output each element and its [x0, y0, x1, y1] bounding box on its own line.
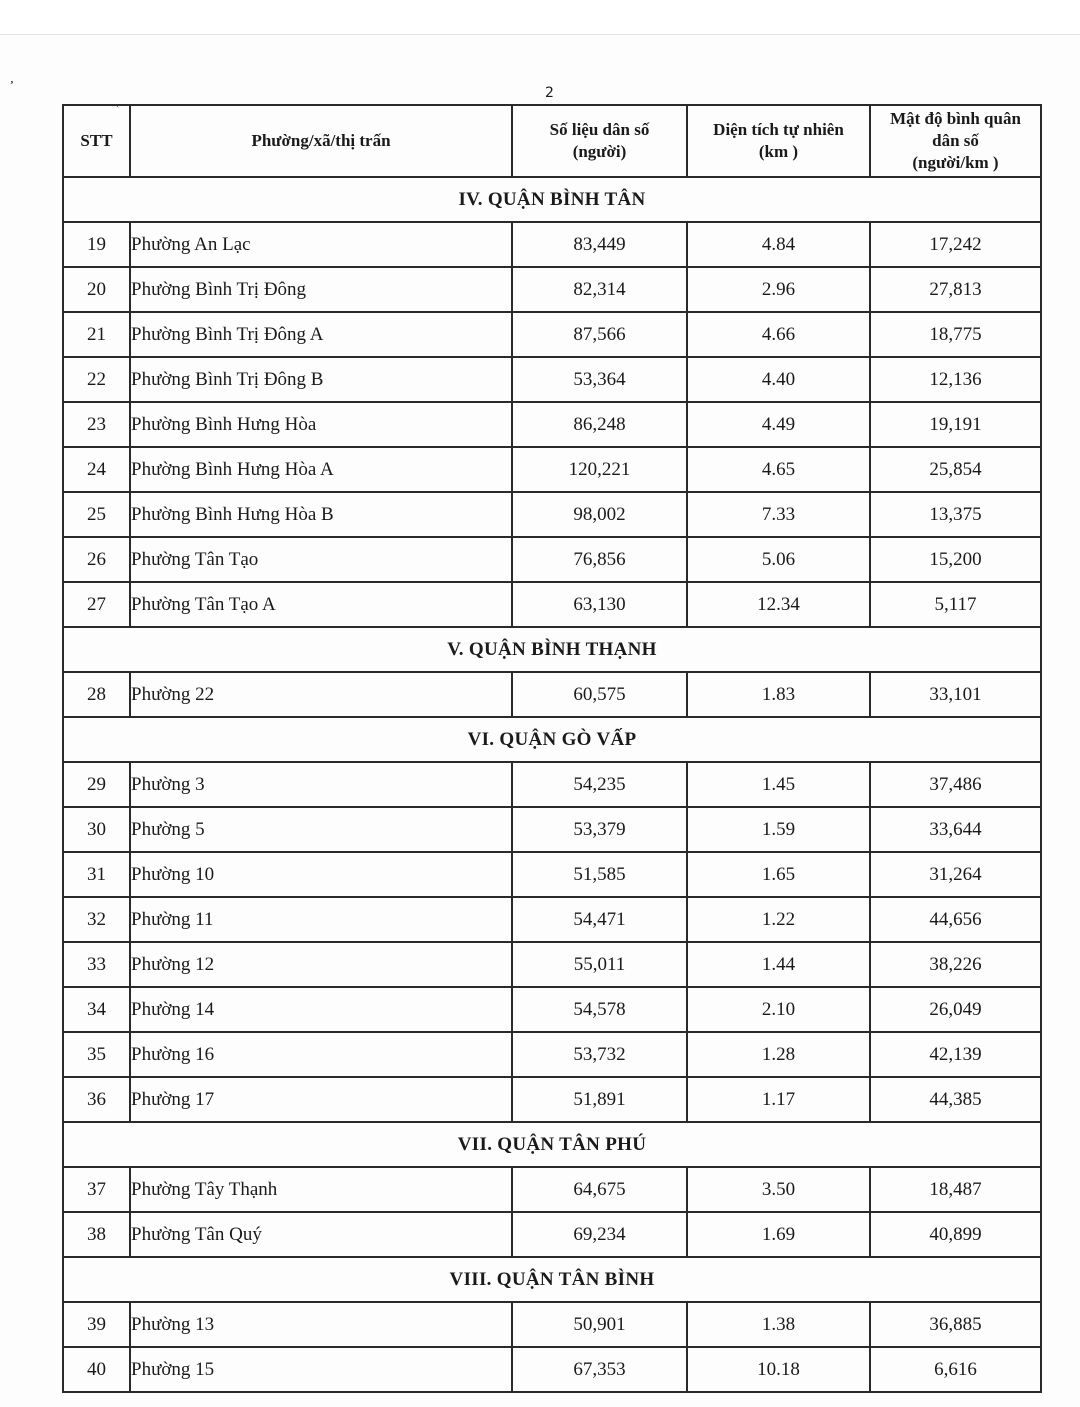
row-area: 2.96 [687, 267, 870, 312]
table-row [63, 1302, 1041, 1347]
row-density: 25,854 [870, 447, 1041, 492]
row-density: 40,899 [870, 1212, 1041, 1257]
row-area: 7.33 [687, 492, 870, 537]
row-ward-name: Phường 12 [130, 942, 512, 987]
row-density: 13,375 [870, 492, 1041, 537]
row-area: 10.18 [687, 1347, 870, 1392]
header-population: Số liệu dân số (người) [512, 105, 687, 177]
table-row [63, 312, 1041, 357]
viewer-top-bar [0, 0, 1080, 35]
row-area: 3.50 [687, 1167, 870, 1212]
district-title: VII. QUẬN TÂN PHÚ [63, 1122, 1041, 1167]
row-population: 64,675 [512, 1167, 687, 1212]
row-ward-name: Phường 10 [130, 852, 512, 897]
table-row [63, 447, 1041, 492]
table-row [63, 492, 1041, 537]
table-row [63, 807, 1041, 852]
row-population: 63,130 [512, 582, 687, 627]
district-section-row [63, 627, 1041, 672]
row-density: 19,191 [870, 402, 1041, 447]
row-ward-name: Phường Tân Tạo A [130, 582, 512, 627]
table-body [63, 177, 1041, 1392]
district-section-row [63, 717, 1041, 762]
row-stt: 33 [63, 942, 130, 987]
row-population: 51,585 [512, 852, 687, 897]
table-row [63, 582, 1041, 627]
table-row [63, 267, 1041, 312]
row-density: 18,775 [870, 312, 1041, 357]
row-ward-name: Phường Tân Tạo [130, 537, 512, 582]
district-section-row [63, 1122, 1041, 1167]
row-area: 1.59 [687, 807, 870, 852]
row-density: 36,885 [870, 1302, 1041, 1347]
header-ward-name: Phường/xã/thị trấn [130, 105, 512, 177]
row-density: 5,117 [870, 582, 1041, 627]
table-row [63, 1167, 1041, 1212]
row-stt: 38 [63, 1212, 130, 1257]
district-title: V. QUẬN BÌNH THẠNH [63, 627, 1041, 672]
row-stt: 23 [63, 402, 130, 447]
table-row [63, 762, 1041, 807]
row-density: 42,139 [870, 1032, 1041, 1077]
table-row [63, 852, 1041, 897]
table-row [63, 1032, 1041, 1077]
row-density: 44,656 [870, 897, 1041, 942]
row-area: 4.66 [687, 312, 870, 357]
row-stt: 28 [63, 672, 130, 717]
row-population: 53,379 [512, 807, 687, 852]
district-title: VI. QUẬN GÒ VẤP [63, 717, 1041, 762]
row-stt: 25 [63, 492, 130, 537]
row-ward-name: Phường 11 [130, 897, 512, 942]
row-area: 4.40 [687, 357, 870, 402]
row-stt: 22 [63, 357, 130, 402]
row-population: 120,221 [512, 447, 687, 492]
row-stt: 30 [63, 807, 130, 852]
row-population: 98,002 [512, 492, 687, 537]
district-section-row [63, 1257, 1041, 1302]
population-density-table [62, 104, 1042, 1393]
row-density: 6,616 [870, 1347, 1041, 1392]
row-stt: 35 [63, 1032, 130, 1077]
table-row [63, 357, 1041, 402]
header-area: Diện tích tự nhiên (km ) [687, 105, 870, 177]
row-stt: 21 [63, 312, 130, 357]
row-stt: 27 [63, 582, 130, 627]
row-density: 44,385 [870, 1077, 1041, 1122]
row-area: 2.10 [687, 987, 870, 1032]
row-area: 12.34 [687, 582, 870, 627]
row-population: 54,471 [512, 897, 687, 942]
row-area: 1.28 [687, 1032, 870, 1077]
scan-artifact-mark: ˎ [116, 97, 120, 108]
row-stt: 26 [63, 537, 130, 582]
row-population: 67,353 [512, 1347, 687, 1392]
table-row [63, 942, 1041, 987]
row-population: 51,891 [512, 1077, 687, 1122]
row-population: 60,575 [512, 672, 687, 717]
row-area: 1.17 [687, 1077, 870, 1122]
district-title: VIII. QUẬN TÂN BÌNH [63, 1257, 1041, 1302]
row-ward-name: Phường An Lạc [130, 222, 512, 267]
header-density: Mật độ bình quân dân số (người/km ) [870, 105, 1041, 177]
table-row [63, 402, 1041, 447]
row-area: 4.65 [687, 447, 870, 492]
district-title: IV. QUẬN BÌNH TÂN [63, 177, 1041, 222]
page-number: 2 [545, 85, 554, 101]
row-population: 54,578 [512, 987, 687, 1032]
header-stt: STT [63, 105, 130, 177]
row-stt: 19 [63, 222, 130, 267]
district-section-row [63, 177, 1041, 222]
row-stt: 32 [63, 897, 130, 942]
row-area: 1.83 [687, 672, 870, 717]
table-row [63, 537, 1041, 582]
row-population: 83,449 [512, 222, 687, 267]
row-ward-name: Phường Bình Hưng Hòa A [130, 447, 512, 492]
row-population: 53,732 [512, 1032, 687, 1077]
row-ward-name: Phường Bình Trị Đông [130, 267, 512, 312]
row-ward-name: Phường Bình Trị Đông B [130, 357, 512, 402]
row-population: 82,314 [512, 267, 687, 312]
row-area: 1.22 [687, 897, 870, 942]
row-density: 33,101 [870, 672, 1041, 717]
row-density: 31,264 [870, 852, 1041, 897]
row-ward-name: Phường Tân Quý [130, 1212, 512, 1257]
row-density: 17,242 [870, 222, 1041, 267]
row-density: 37,486 [870, 762, 1041, 807]
row-stt: 37 [63, 1167, 130, 1212]
row-stt: 36 [63, 1077, 130, 1122]
row-ward-name: Phường 17 [130, 1077, 512, 1122]
row-stt: 34 [63, 987, 130, 1032]
row-ward-name: Phường 13 [130, 1302, 512, 1347]
row-population: 87,566 [512, 312, 687, 357]
row-area: 4.49 [687, 402, 870, 447]
table-row [63, 1347, 1041, 1392]
row-population: 86,248 [512, 402, 687, 447]
table-row [63, 1212, 1041, 1257]
row-population: 55,011 [512, 942, 687, 987]
row-stt: 20 [63, 267, 130, 312]
row-population: 69,234 [512, 1212, 687, 1257]
row-area: 1.69 [687, 1212, 870, 1257]
table-row [63, 897, 1041, 942]
row-stt: 31 [63, 852, 130, 897]
row-ward-name: Phường Bình Hưng Hòa [130, 402, 512, 447]
table-row [63, 672, 1041, 717]
row-stt: 29 [63, 762, 130, 807]
row-population: 53,364 [512, 357, 687, 402]
row-area: 5.06 [687, 537, 870, 582]
scan-artifact-mark: ʼ [10, 79, 14, 91]
row-density: 27,813 [870, 267, 1041, 312]
table-row [63, 222, 1041, 267]
row-area: 1.45 [687, 762, 870, 807]
row-area: 1.44 [687, 942, 870, 987]
row-population: 50,901 [512, 1302, 687, 1347]
row-ward-name: Phường Tây Thạnh [130, 1167, 512, 1212]
table-row [63, 987, 1041, 1032]
row-area: 1.65 [687, 852, 870, 897]
row-population: 54,235 [512, 762, 687, 807]
row-ward-name: Phường Bình Trị Đông A [130, 312, 512, 357]
row-area: 1.38 [687, 1302, 870, 1347]
row-ward-name: Phường 22 [130, 672, 512, 717]
row-ward-name: Phường 15 [130, 1347, 512, 1392]
row-density: 26,049 [870, 987, 1041, 1032]
table-header-row [63, 105, 1041, 177]
row-ward-name: Phường 14 [130, 987, 512, 1032]
row-stt: 24 [63, 447, 130, 492]
row-density: 15,200 [870, 537, 1041, 582]
row-density: 38,226 [870, 942, 1041, 987]
row-density: 18,487 [870, 1167, 1041, 1212]
row-stt: 39 [63, 1302, 130, 1347]
row-ward-name: Phường 5 [130, 807, 512, 852]
row-density: 12,136 [870, 357, 1041, 402]
row-ward-name: Phường Bình Hưng Hòa B [130, 492, 512, 537]
row-ward-name: Phường 16 [130, 1032, 512, 1077]
row-stt: 40 [63, 1347, 130, 1392]
row-density: 33,644 [870, 807, 1041, 852]
row-area: 4.84 [687, 222, 870, 267]
row-ward-name: Phường 3 [130, 762, 512, 807]
table-row [63, 1077, 1041, 1122]
row-population: 76,856 [512, 537, 687, 582]
